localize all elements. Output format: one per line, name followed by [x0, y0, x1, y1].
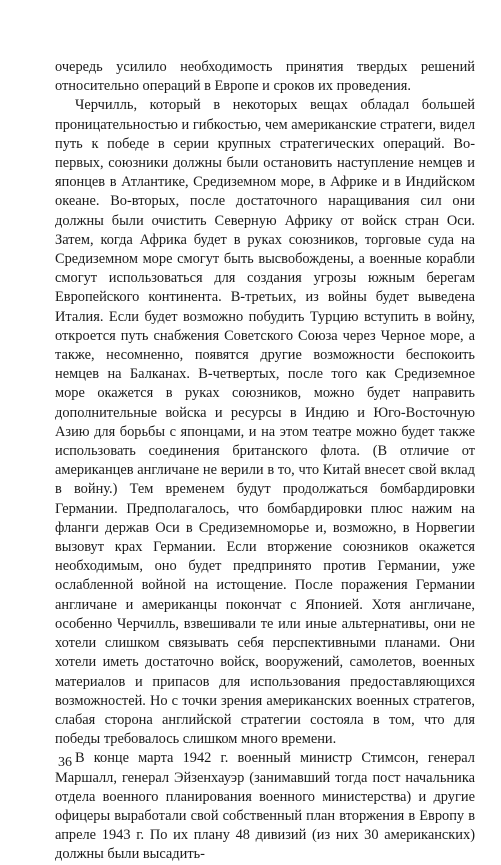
page-number: 36 — [58, 755, 72, 770]
paragraph-churchill-strategy: Черчилль, который в некоторых вещах обладал большей проницательностью и гибкостью, чем американские стратеги, видел путь к победе в серии крупных стратегических операций. Во-первых, союзники должны были остановить наступление немцев и японцев в Атлантике, Средиземном море, в Африке и в Индийском океане. Во-вторых, после достаточного наращивания сил они должны были очистить Северную Африку от войск стран Оси. Затем, когда Африка будет в руках союзников, торговые суда на Средиземном море смогут быть высвобождены, а военные корабли смогут использоваться для создания угрозы южным берегам Европейского континента. В-третьих, из войны будет выведена Италия. Если будет возможно побудить Турцию вступить в войну, откроется путь снабжения Советского Союза через Черное море, а также, несомненно, появятся другие возможности беспокоить немцев на Балканах. В-четвертых, после того как Средиземное море окажется в руках союзников, можно будет направить дополнительные войска и ресурсы в Индию и Юго-Восточную Азию для борьбы с японцами, и на этом театре можно будет также использовать соединения британского флота. (В отличие от американцев англичане не верили в то, что Китай внесет свой вклад в войну.) Тем временем будут продолжаться бомбардировки Германии. Предполагалось, что бомбардировки плюс нажим на фланги держав Оси в Средиземноморье и, возможно, в Норвегии вызовут крах Германии. Если вторжение союзников окажется необходимым, оно будет предпринято против Германии, уже ослабленной войной на истощение. После поражения Германии англичане и американцы покончат с Японией. Хотя англичане, особенно Черчилль, взвешивали те или иные альтернативы, они не хотели слишком связывать себя перспективными планами. Они хотели иметь достаточно войск, вооружений, самолетов, военных материалов и припасов для использования предоставляющихся возможностей. Но с точки зрения американских военных стратегов, слабая сторона английской стратегии состояла в том, что для победы требовалось слишком много времени. — [55, 97, 475, 748]
page-body — [55, 58, 475, 865]
paragraph-invasion-plan: В конце марта 1942 г. военный министр Стимсон, генерал Маршалл, генерал Эйзенхауэр (занимавший тогда пост начальника отдела военного планирования военного министерства) и другие офицеры выработали свой собственный план вторжения в Европу в апреле 1943 г. По их плану 48 дивизий (из них 30 американских) должны были высадить- — [55, 750, 475, 863]
paragraph-continuation: очередь усилило необходимость принятия твердых решений относительно операций в Европе и сроков их проведения. — [55, 59, 475, 95]
